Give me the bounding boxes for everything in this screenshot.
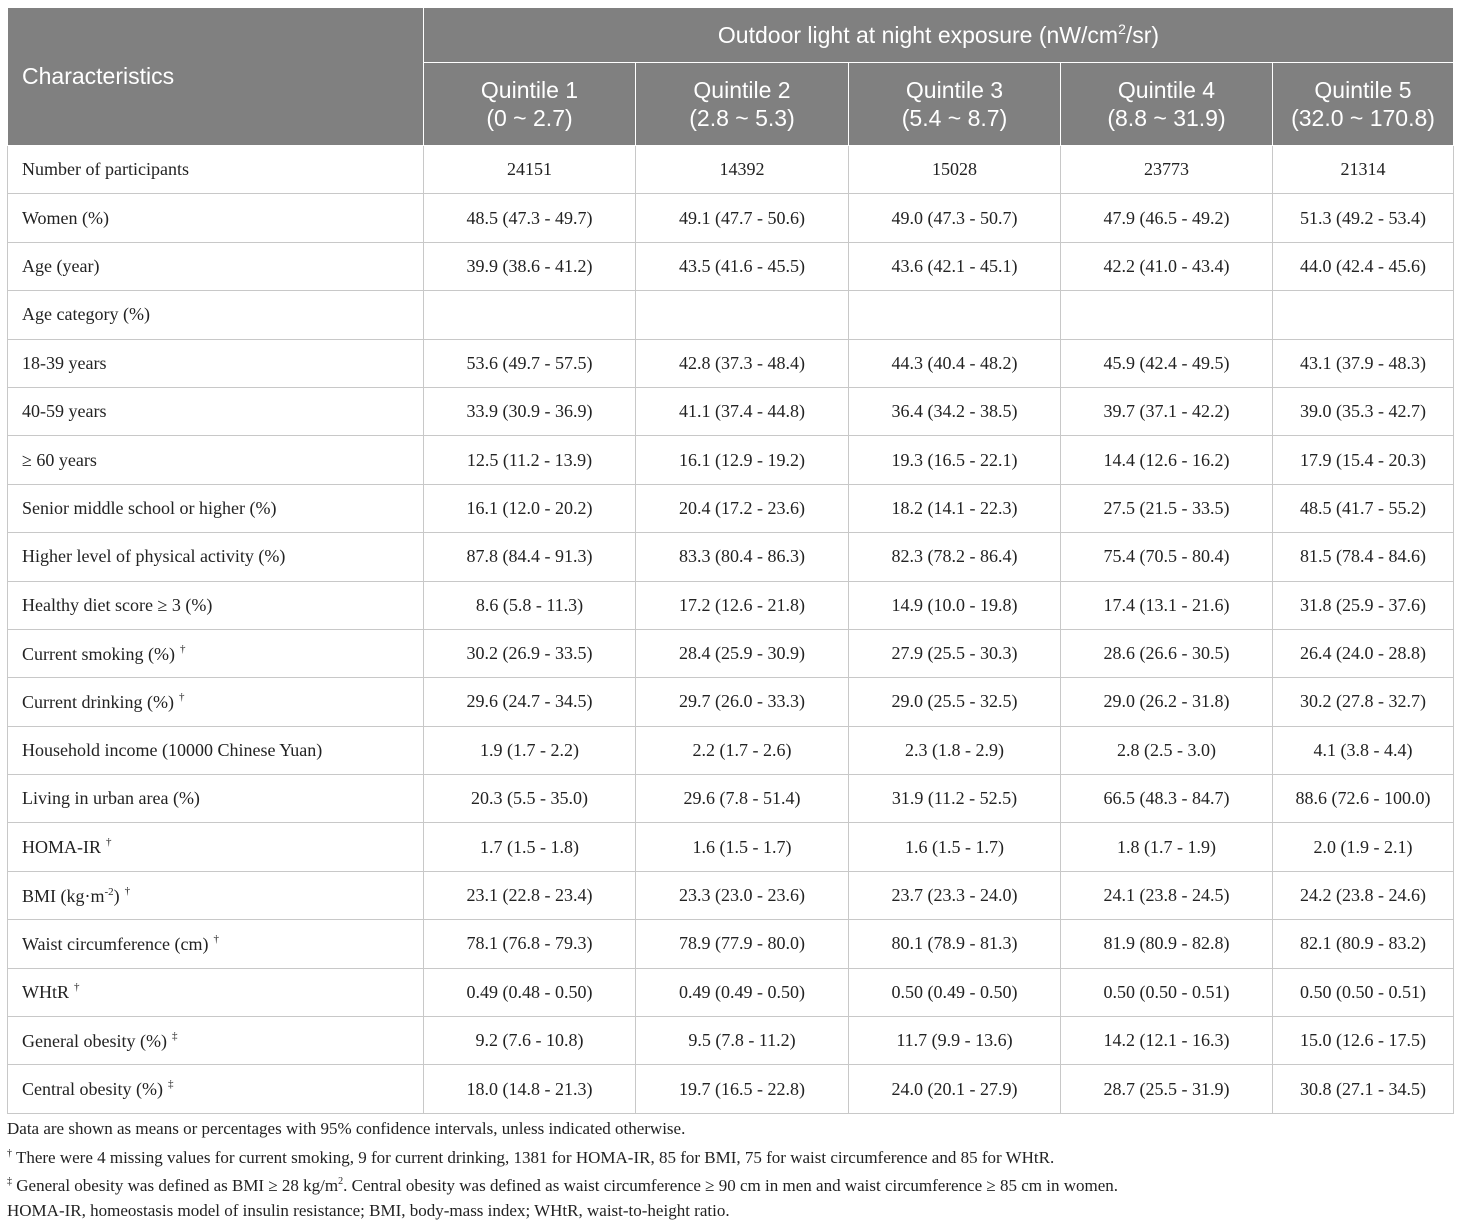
cell-quintile-2: 20.4 (17.2 - 23.6) (636, 484, 849, 532)
cell-quintile-3: 44.3 (40.4 - 48.2) (849, 339, 1061, 387)
cell-quintile-2: 2.2 (1.7 - 2.6) (636, 726, 849, 774)
cell-quintile-1: 23.1 (22.8 - 23.4) (424, 871, 636, 919)
cell-quintile-5: 2.0 (1.9 - 2.1) (1273, 823, 1454, 871)
row-label-text: ≥ 60 years (22, 450, 97, 470)
row-label (8, 242, 424, 290)
cell-quintile-4: 27.5 (21.5 - 33.5) (1061, 484, 1273, 532)
footnote-line-3-superscript: 2 (338, 1176, 343, 1187)
cell-quintile-4: 45.9 (42.4 - 49.5) (1061, 339, 1273, 387)
cell-quintile-5: 88.6 (72.6 - 100.0) (1273, 775, 1454, 823)
row-label-text: Higher level of physical activity (%) (22, 546, 285, 566)
row-footnote-marker: † (213, 933, 219, 945)
cell-quintile-2: 0.49 (0.49 - 0.50) (636, 968, 849, 1016)
cell-quintile-2: 23.3 (23.0 - 23.6) (636, 871, 849, 919)
row-label (8, 581, 424, 629)
quintile-5-header (1273, 63, 1454, 146)
characteristics-table-container (7, 7, 1453, 1114)
cell-quintile-4: 66.5 (48.3 - 84.7) (1061, 775, 1273, 823)
cell-quintile-3: 14.9 (10.0 - 19.8) (849, 581, 1061, 629)
cell-quintile-4: 42.2 (41.0 - 43.4) (1061, 242, 1273, 290)
cell-quintile-3: 18.2 (14.1 - 22.3) (849, 484, 1061, 532)
table-footnotes (7, 1117, 1453, 1223)
row-label (8, 1017, 424, 1065)
quintile-4-header (1061, 63, 1273, 146)
cell-quintile-3: 15028 (849, 146, 1061, 194)
cell-quintile-1: 16.1 (12.0 - 20.2) (424, 484, 636, 532)
cell-quintile-3: 23.7 (23.3 - 24.0) (849, 871, 1061, 919)
row-label (8, 968, 424, 1016)
quintile-range: (0 ~ 2.7) (425, 104, 634, 132)
exposure-header-text: Outdoor light at night exposure (nW/cm (718, 22, 1118, 48)
footnote-line-3 (7, 1170, 1453, 1199)
cell-quintile-5: 31.8 (25.9 - 37.6) (1273, 581, 1454, 629)
cell-quintile-3: 36.4 (34.2 - 38.5) (849, 387, 1061, 435)
quintile-range: (32.0 ~ 170.8) (1274, 104, 1452, 132)
row-label (8, 339, 424, 387)
cell-quintile-1: 29.6 (24.7 - 34.5) (424, 678, 636, 726)
footnote-line-3-text-b: . Central obesity was defined as waist circumference ≥ 90 cm in men and waist circumference ≥ 85 cm in women. (343, 1176, 1118, 1195)
row-footnote-marker: ‡ (168, 1078, 174, 1090)
cell-quintile-3: 80.1 (78.9 - 81.3) (849, 920, 1061, 968)
row-label (8, 629, 424, 677)
cell-quintile-4: 81.9 (80.9 - 82.8) (1061, 920, 1273, 968)
cell-quintile-4: 0.50 (0.50 - 0.51) (1061, 968, 1273, 1016)
cell-quintile-2: 78.9 (77.9 - 80.0) (636, 920, 849, 968)
row-label-text: 18-39 years (22, 353, 106, 373)
cell-quintile-5: 15.0 (12.6 - 17.5) (1273, 1017, 1454, 1065)
cell-quintile-3: 24.0 (20.1 - 27.9) (849, 1065, 1061, 1113)
row-footnote-marker: † (179, 691, 185, 703)
quintile-name: Quintile 5 (1274, 76, 1452, 104)
characteristics-column-header: Characteristics (8, 8, 424, 146)
cell-quintile-5: 21314 (1273, 146, 1454, 194)
table-row (8, 484, 1454, 532)
row-label (8, 146, 424, 194)
cell-quintile-1: 1.7 (1.5 - 1.8) (424, 823, 636, 871)
cell-quintile-1: 33.9 (30.9 - 36.9) (424, 387, 636, 435)
table-row (8, 1017, 1454, 1065)
table-row (8, 339, 1454, 387)
cell-quintile-3: 49.0 (47.3 - 50.7) (849, 194, 1061, 242)
cell-quintile-2: 29.7 (26.0 - 33.3) (636, 678, 849, 726)
row-label (8, 775, 424, 823)
cell-quintile-1: 53.6 (49.7 - 57.5) (424, 339, 636, 387)
row-label (8, 678, 424, 726)
row-footnote-marker: ‡ (172, 1030, 178, 1042)
cell-quintile-5: 81.5 (78.4 - 84.6) (1273, 533, 1454, 581)
cell-quintile-3: 19.3 (16.5 - 22.1) (849, 436, 1061, 484)
cell-quintile-2: 9.5 (7.8 - 11.2) (636, 1017, 849, 1065)
row-label-text: WHtR (22, 982, 69, 1002)
row-label-text: Waist circumference (cm) (22, 934, 208, 954)
cell-quintile-2: 83.3 (80.4 - 86.3) (636, 533, 849, 581)
exposure-header-unit-tail: /sr) (1126, 22, 1159, 48)
cell-quintile-2: 28.4 (25.9 - 30.9) (636, 629, 849, 677)
row-label-text: Living in urban area (%) (22, 788, 200, 808)
cell-quintile-4 (1061, 291, 1273, 339)
quintile-range: (8.8 ~ 31.9) (1062, 104, 1271, 132)
quintile-range: (2.8 ~ 5.3) (637, 104, 847, 132)
cell-quintile-4: 14.4 (12.6 - 16.2) (1061, 436, 1273, 484)
cell-quintile-1 (424, 291, 636, 339)
cell-quintile-5: 24.2 (23.8 - 24.6) (1273, 871, 1454, 919)
cell-quintile-1: 8.6 (5.8 - 11.3) (424, 581, 636, 629)
table-row (8, 1065, 1454, 1113)
quintile-3-header (849, 63, 1061, 146)
cell-quintile-4: 24.1 (23.8 - 24.5) (1061, 871, 1273, 919)
row-label-text: Number of participants (22, 159, 189, 179)
exposure-header-superscript: 2 (1118, 21, 1126, 37)
footnote-line-2-text: There were 4 missing values for current smoking, 9 for current drinking, 1381 for HOMA-IR, 85 for BMI, 75 for waist circumference and 85 for WHtR. (12, 1148, 1054, 1167)
row-footnote-marker: † (180, 643, 186, 655)
row-label (8, 533, 424, 581)
cell-quintile-5 (1273, 291, 1454, 339)
row-label-text: Women (%) (22, 208, 109, 228)
quintile-1-header (424, 63, 636, 146)
table-body (8, 146, 1454, 1114)
quintile-name: Quintile 4 (1062, 76, 1271, 104)
row-label (8, 484, 424, 532)
row-label (8, 871, 424, 919)
cell-quintile-4: 29.0 (26.2 - 31.8) (1061, 678, 1273, 726)
cell-quintile-3: 2.3 (1.8 - 2.9) (849, 726, 1061, 774)
cell-quintile-4: 28.6 (26.6 - 30.5) (1061, 629, 1273, 677)
cell-quintile-3: 82.3 (78.2 - 86.4) (849, 533, 1061, 581)
cell-quintile-2: 42.8 (37.3 - 48.4) (636, 339, 849, 387)
footnote-dagger-mark: † (7, 1148, 12, 1159)
row-label (8, 920, 424, 968)
cell-quintile-4: 17.4 (13.1 - 21.6) (1061, 581, 1273, 629)
row-footnote-marker: † (106, 836, 112, 848)
row-label (8, 823, 424, 871)
footnote-double-dagger-mark: ‡ (7, 1176, 12, 1187)
row-label (8, 726, 424, 774)
row-label-text: Age (year) (22, 256, 99, 276)
cell-quintile-1: 20.3 (5.5 - 35.0) (424, 775, 636, 823)
table-row (8, 581, 1454, 629)
footnote-line-2 (7, 1142, 1453, 1171)
cell-quintile-2: 29.6 (7.8 - 51.4) (636, 775, 849, 823)
table-row (8, 823, 1454, 871)
footnote-line-4: HOMA-IR, homeostasis model of insulin resistance; BMI, body-mass index; WHtR, waist-to-height ratio. (7, 1199, 1453, 1223)
table-row (8, 968, 1454, 1016)
cell-quintile-5: 51.3 (49.2 - 53.4) (1273, 194, 1454, 242)
cell-quintile-1: 24151 (424, 146, 636, 194)
cell-quintile-2 (636, 291, 849, 339)
table-row (8, 533, 1454, 581)
cell-quintile-1: 18.0 (14.8 - 21.3) (424, 1065, 636, 1113)
quintile-range: (5.4 ~ 8.7) (850, 104, 1059, 132)
cell-quintile-2: 43.5 (41.6 - 45.5) (636, 242, 849, 290)
cell-quintile-1: 87.8 (84.4 - 91.3) (424, 533, 636, 581)
cell-quintile-5: 17.9 (15.4 - 20.3) (1273, 436, 1454, 484)
cell-quintile-2: 14392 (636, 146, 849, 194)
cell-quintile-4: 75.4 (70.5 - 80.4) (1061, 533, 1273, 581)
table-row (8, 920, 1454, 968)
cell-quintile-4: 47.9 (46.5 - 49.2) (1061, 194, 1273, 242)
cell-quintile-3: 0.50 (0.49 - 0.50) (849, 968, 1061, 1016)
row-label-text: 40-59 years (22, 401, 106, 421)
cell-quintile-5: 82.1 (80.9 - 83.2) (1273, 920, 1454, 968)
row-footnote-marker: † (74, 981, 80, 993)
cell-quintile-4: 14.2 (12.1 - 16.3) (1061, 1017, 1273, 1065)
footnote-line-1: Data are shown as means or percentages with 95% confidence intervals, unless indicated otherwise. (7, 1117, 1453, 1142)
table-row (8, 775, 1454, 823)
cell-quintile-5: 26.4 (24.0 - 28.8) (1273, 629, 1454, 677)
cell-quintile-1: 12.5 (11.2 - 13.9) (424, 436, 636, 484)
cell-quintile-5: 43.1 (37.9 - 48.3) (1273, 339, 1454, 387)
cell-quintile-3: 29.0 (25.5 - 32.5) (849, 678, 1061, 726)
characteristics-table (7, 7, 1454, 1114)
row-label-text: Current drinking (%) (22, 692, 174, 712)
cell-quintile-3: 1.6 (1.5 - 1.7) (849, 823, 1061, 871)
table-row (8, 436, 1454, 484)
row-label-text: Senior middle school or higher (%) (22, 498, 276, 518)
cell-quintile-4: 1.8 (1.7 - 1.9) (1061, 823, 1273, 871)
quintile-name: Quintile 1 (425, 76, 634, 104)
row-label (8, 291, 424, 339)
cell-quintile-5: 30.2 (27.8 - 32.7) (1273, 678, 1454, 726)
row-label-text: Healthy diet score ≥ 3 (%) (22, 595, 212, 615)
row-footnote-marker: † (125, 885, 131, 897)
cell-quintile-3: 11.7 (9.9 - 13.6) (849, 1017, 1061, 1065)
quintile-name: Quintile 2 (637, 76, 847, 104)
cell-quintile-1: 39.9 (38.6 - 41.2) (424, 242, 636, 290)
table-row (8, 871, 1454, 919)
cell-quintile-3 (849, 291, 1061, 339)
table-row (8, 629, 1454, 677)
cell-quintile-3: 31.9 (11.2 - 52.5) (849, 775, 1061, 823)
cell-quintile-5: 30.8 (27.1 - 34.5) (1273, 1065, 1454, 1113)
cell-quintile-4: 39.7 (37.1 - 42.2) (1061, 387, 1273, 435)
cell-quintile-5: 39.0 (35.3 - 42.7) (1273, 387, 1454, 435)
row-label-text: General obesity (%) (22, 1031, 167, 1051)
cell-quintile-4: 28.7 (25.5 - 31.9) (1061, 1065, 1273, 1113)
cell-quintile-2: 49.1 (47.7 - 50.6) (636, 194, 849, 242)
row-label-suffix: ) (114, 886, 120, 906)
table-header (8, 8, 1454, 146)
table-row (8, 726, 1454, 774)
cell-quintile-2: 1.6 (1.5 - 1.7) (636, 823, 849, 871)
cell-quintile-2: 41.1 (37.4 - 44.8) (636, 387, 849, 435)
cell-quintile-3: 43.6 (42.1 - 45.1) (849, 242, 1061, 290)
cell-quintile-1: 0.49 (0.48 - 0.50) (424, 968, 636, 1016)
cell-quintile-2: 17.2 (12.6 - 21.8) (636, 581, 849, 629)
row-label-text: Current smoking (%) (22, 644, 175, 664)
cell-quintile-1: 1.9 (1.7 - 2.2) (424, 726, 636, 774)
cell-quintile-5: 48.5 (41.7 - 55.2) (1273, 484, 1454, 532)
cell-quintile-2: 16.1 (12.9 - 19.2) (636, 436, 849, 484)
table-row (8, 291, 1454, 339)
row-label-text: Central obesity (%) (22, 1079, 163, 1099)
table-row (8, 242, 1454, 290)
row-label-text: HOMA-IR (22, 837, 101, 857)
quintile-name: Quintile 3 (850, 76, 1059, 104)
table-row (8, 146, 1454, 194)
cell-quintile-3: 27.9 (25.5 - 30.3) (849, 629, 1061, 677)
cell-quintile-1: 78.1 (76.8 - 79.3) (424, 920, 636, 968)
table-row (8, 387, 1454, 435)
cell-quintile-4: 23773 (1061, 146, 1273, 194)
row-label-text: Household income (10000 Chinese Yuan) (22, 740, 322, 760)
row-label (8, 1065, 424, 1113)
cell-quintile-1: 48.5 (47.3 - 49.7) (424, 194, 636, 242)
exposure-group-header (424, 8, 1454, 63)
footnote-line-3-text-a: General obesity was defined as BMI ≥ 28 kg/m (12, 1176, 338, 1195)
row-label-superscript: -2 (105, 886, 114, 898)
table-row (8, 194, 1454, 242)
row-label (8, 387, 424, 435)
row-label (8, 194, 424, 242)
cell-quintile-1: 9.2 (7.6 - 10.8) (424, 1017, 636, 1065)
cell-quintile-5: 0.50 (0.50 - 0.51) (1273, 968, 1454, 1016)
cell-quintile-5: 4.1 (3.8 - 4.4) (1273, 726, 1454, 774)
row-label-text: BMI (kg·m (22, 886, 105, 906)
cell-quintile-5: 44.0 (42.4 - 45.6) (1273, 242, 1454, 290)
table-row (8, 678, 1454, 726)
cell-quintile-1: 30.2 (26.9 - 33.5) (424, 629, 636, 677)
row-label-text: Age category (%) (22, 304, 150, 324)
row-label (8, 436, 424, 484)
quintile-2-header (636, 63, 849, 146)
cell-quintile-4: 2.8 (2.5 - 3.0) (1061, 726, 1273, 774)
cell-quintile-2: 19.7 (16.5 - 22.8) (636, 1065, 849, 1113)
